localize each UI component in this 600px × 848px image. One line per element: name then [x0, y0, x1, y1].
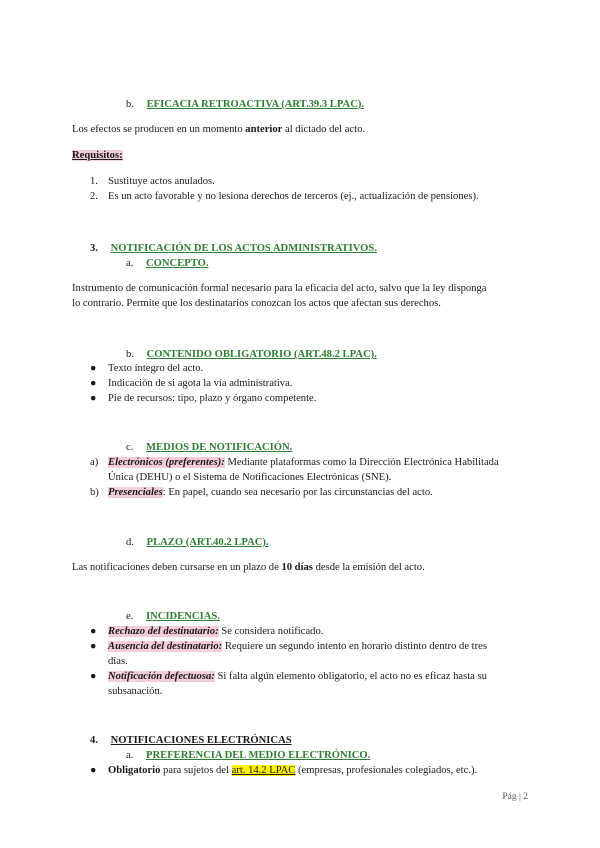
section-4-num: 4. — [90, 735, 98, 746]
preferencia-title: PREFERENCIA DEL MEDIO ELECTRÓNICO. — [146, 750, 371, 761]
medios-b-text: : En papel, cuando sea necesario por las circunstancias del acto. — [162, 487, 433, 498]
incidencia-3-line-1 — [108, 669, 528, 684]
obligatorio-pre: para sujetos del — [160, 765, 232, 776]
medios-a-text: Mediante plataformas como la Dirección Electrónica Habilitada — [224, 457, 499, 468]
obligatorio-post: (empresas, profesionales colegiados, etc.). — [295, 765, 478, 776]
incidencia-2-term: Ausencia del destinatario: — [108, 641, 223, 652]
page-number: Pág | 2 — [502, 792, 528, 802]
incidencias-title: INCIDENCIAS. — [146, 611, 220, 622]
contenido-item-1: Texto íntegro del acto. — [108, 363, 204, 374]
efectos-pre: Los efectos se producen en un momento — [72, 124, 246, 135]
heading-contenido-obligatorio — [126, 347, 377, 362]
incidencia-3-text: Si falta algún elemento obligatorio, el acto no es eficaz hasta su — [214, 671, 487, 682]
requisitos-label — [72, 148, 123, 163]
req-item-2-num: 2. — [90, 191, 98, 202]
incidencia-3-line-2: subsanación. — [108, 686, 163, 697]
requisitos-text: Requisitos: — [72, 150, 123, 161]
preferencia-letter: a. — [126, 750, 134, 761]
heading-eficacia-retroactiva — [126, 97, 364, 112]
efectos-paragraph — [72, 122, 528, 137]
bullet-icon: ● — [90, 378, 97, 389]
heading-title: EFICACIA RETROACTIVA (ART.39.3 LPAC). — [146, 99, 365, 110]
incidencia-1-term: Rechazo del destinatario: — [108, 626, 219, 637]
medios-b-label: b) — [90, 487, 99, 498]
req-item-1-num: 1. — [90, 176, 98, 187]
heading-plazo — [126, 535, 269, 550]
contenido-title: CONTENIDO OBLIGATORIO (ART.48.2 LPAC). — [146, 349, 377, 360]
obligatorio-bold: Obligatorio — [108, 765, 161, 776]
bullet-icon: ● — [90, 626, 97, 637]
concepto-title: CONCEPTO. — [146, 258, 209, 269]
heading-medios — [126, 440, 292, 455]
medios-b-term: Presenciales — [108, 487, 163, 498]
bullet-icon: ● — [90, 363, 97, 374]
efectos-post: al dictado del acto. — [282, 124, 366, 135]
section-3-num: 3. — [90, 243, 98, 254]
incidencia-1-text: Se considera notificado. — [218, 626, 324, 637]
incidencia-3-term: Notificación defectuosa: — [108, 671, 215, 682]
medios-b-line — [108, 485, 528, 500]
contenido-item-3: Pie de recursos: tipo, plazo y órgano competente. — [108, 393, 317, 404]
plazo-pre: Las notificaciones deben cursarse en un plazo de — [72, 562, 282, 573]
incidencia-1 — [108, 624, 528, 639]
obligatorio-line — [108, 763, 528, 778]
concepto-line-1: Instrumento de comunicación formal necesario para la eficacia del acto, salvo que la ley disponga — [72, 283, 487, 294]
heading-letter: b. — [126, 99, 134, 110]
req-item-1-text: Sustituye actos anulados. — [108, 176, 215, 187]
bullet-icon: ● — [90, 765, 97, 776]
heading-incidencias — [126, 609, 220, 624]
bullet-icon: ● — [90, 671, 97, 682]
incidencia-2-line-2: días. — [108, 656, 128, 667]
incidencias-letter: e. — [126, 611, 134, 622]
section-3-title: NOTIFICACIÓN DE LOS ACTOS ADMINISTRATIVOS. — [110, 243, 377, 254]
plazo-post: desde la emisión del acto. — [312, 562, 425, 573]
medios-a-line-2: Única (DEHU) o el Sistema de Notificaciones Electrónicas (SNE). — [108, 472, 392, 483]
heading-section-3 — [90, 241, 377, 256]
medios-title: MEDIOS DE NOTIFICACIÓN. — [146, 442, 293, 453]
incidencia-2-line-1 — [108, 639, 528, 654]
incidencia-2-text: Requiere un segundo intento en horario distinto dentro de tres — [222, 641, 487, 652]
obligatorio-highlight: art. 14.2 LPAC — [231, 765, 296, 776]
req-item-2-text: Es un acto favorable y no lesiona derechos de terceros (ej., actualización de pensiones). — [108, 191, 479, 202]
plazo-paragraph — [72, 560, 528, 575]
plazo-title: PLAZO (ART.40.2 LPAC). — [146, 537, 269, 548]
bullet-icon: ● — [90, 393, 97, 404]
bullet-icon: ● — [90, 641, 97, 652]
concepto-letter: a. — [126, 258, 134, 269]
medios-a-label: a) — [90, 457, 99, 468]
medios-a-term: Electrónicos (preferentes): — [108, 457, 225, 468]
concepto-line-2: lo contrario. Permite que los destinatarios conozcan los actos que afectan sus derechos. — [72, 298, 441, 309]
heading-preferencia — [126, 748, 370, 763]
efectos-bold: anterior — [245, 124, 283, 135]
section-4-title: NOTIFICACIONES ELECTRÓNICAS — [110, 735, 292, 746]
plazo-bold: 10 días — [281, 562, 313, 573]
contenido-letter: b. — [126, 349, 134, 360]
medios-letter: c. — [126, 442, 134, 453]
heading-concepto — [126, 256, 209, 271]
plazo-letter: d. — [126, 537, 134, 548]
medios-a-line-1 — [108, 455, 528, 470]
heading-section-4 — [90, 733, 292, 748]
contenido-item-2: Indicación de si agota la vía administrativa. — [108, 378, 293, 389]
